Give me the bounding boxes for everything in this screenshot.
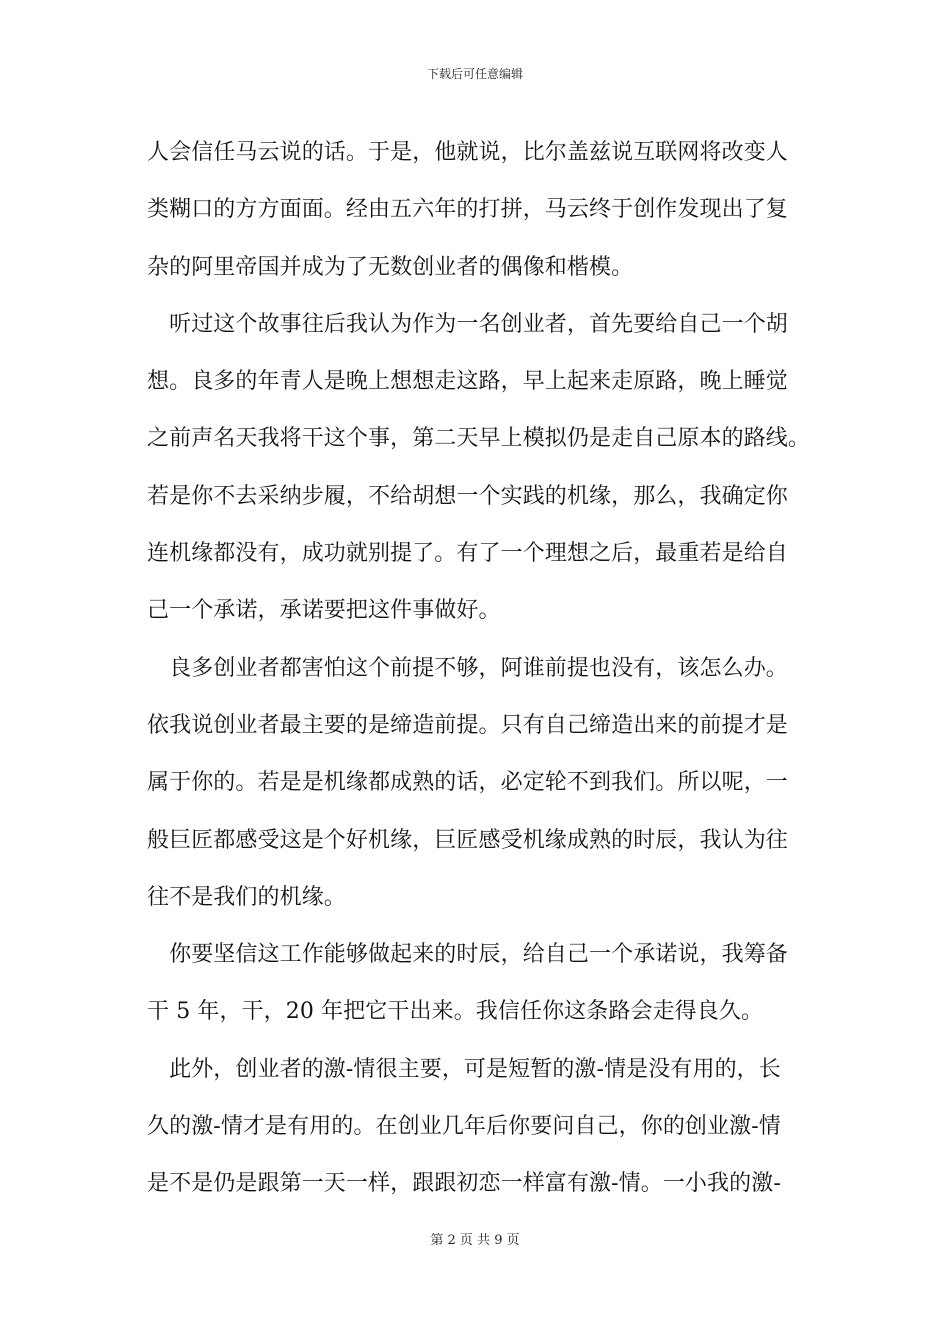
text-line: 般巨匠都感受这是个好机缘，巨匠感受机缘成熟的时辰，我认为往 [147, 827, 788, 853]
text-line: 久的激-情才是有用的。在创业几年后你要问自己，你的创业激-情 [147, 1114, 781, 1140]
document-body [147, 124, 813, 1213]
text-line: 己一个承诺，承诺要把这件事做好。 [147, 598, 501, 624]
text-line: 是不是仍是跟第一天一样，跟跟初恋一样富有激-情。一小我的激- [147, 1171, 781, 1197]
text-line: 听过这个故事往后我认为作为一名创业者，首先要给自己一个胡 [147, 311, 788, 337]
text-line: 类糊口的方方面面。经由五六年的打拼，马云终于创作发现出了复 [147, 197, 788, 223]
page-footer: 第 2 页 共 9 页 [430, 1233, 520, 1248]
text-line: 连机缘都没有，成功就别提了。有了一个理想之后，最重若是给自 [147, 541, 788, 567]
text-line: 往不是我们的机缘。 [147, 884, 346, 910]
text-line: 想。良多的年青人是晚上想想走这路，早上起来走原路，晚上睡觉 [147, 369, 788, 395]
page-header: 下载后可任意编辑 [426, 67, 523, 81]
text-line: 干 5 年，干，20 年把它干出来。我信任你这条路会走得良久。 [147, 999, 764, 1025]
text-line: 人会信任马云说的话。于是，他就说，比尔盖兹说互联网将改变人 [147, 140, 788, 165]
text-line: 依我说创业者最主要的是缔造前提。只有自己缔造出来的前提才是 [147, 712, 788, 738]
text-line: 若是你不去采纳步履，不给胡想一个实践的机缘，那么，我确定你 [147, 483, 788, 509]
text-line: 杂的阿里帝国并成为了无数创业者的偶像和楷模。 [147, 254, 634, 280]
text-line: 你要坚信这工作能够做起来的时辰，给自己一个承诺说，我筹备 [147, 942, 788, 968]
text-line: 之前声名天我将干这个事，第二天早上模拟仍是走自己原本的路线。 [147, 426, 811, 452]
text-line: 良多创业者都害怕这个前提不够，阿谁前提也没有，该怎么办。 [147, 655, 788, 681]
text-line: 此外，创业者的激-情很主要，可是短暂的激-情是没有用的，长 [147, 1056, 781, 1082]
text-line: 属于你的。若是是机缘都成熟的话，必定轮不到我们。所以呢，一 [147, 770, 788, 796]
